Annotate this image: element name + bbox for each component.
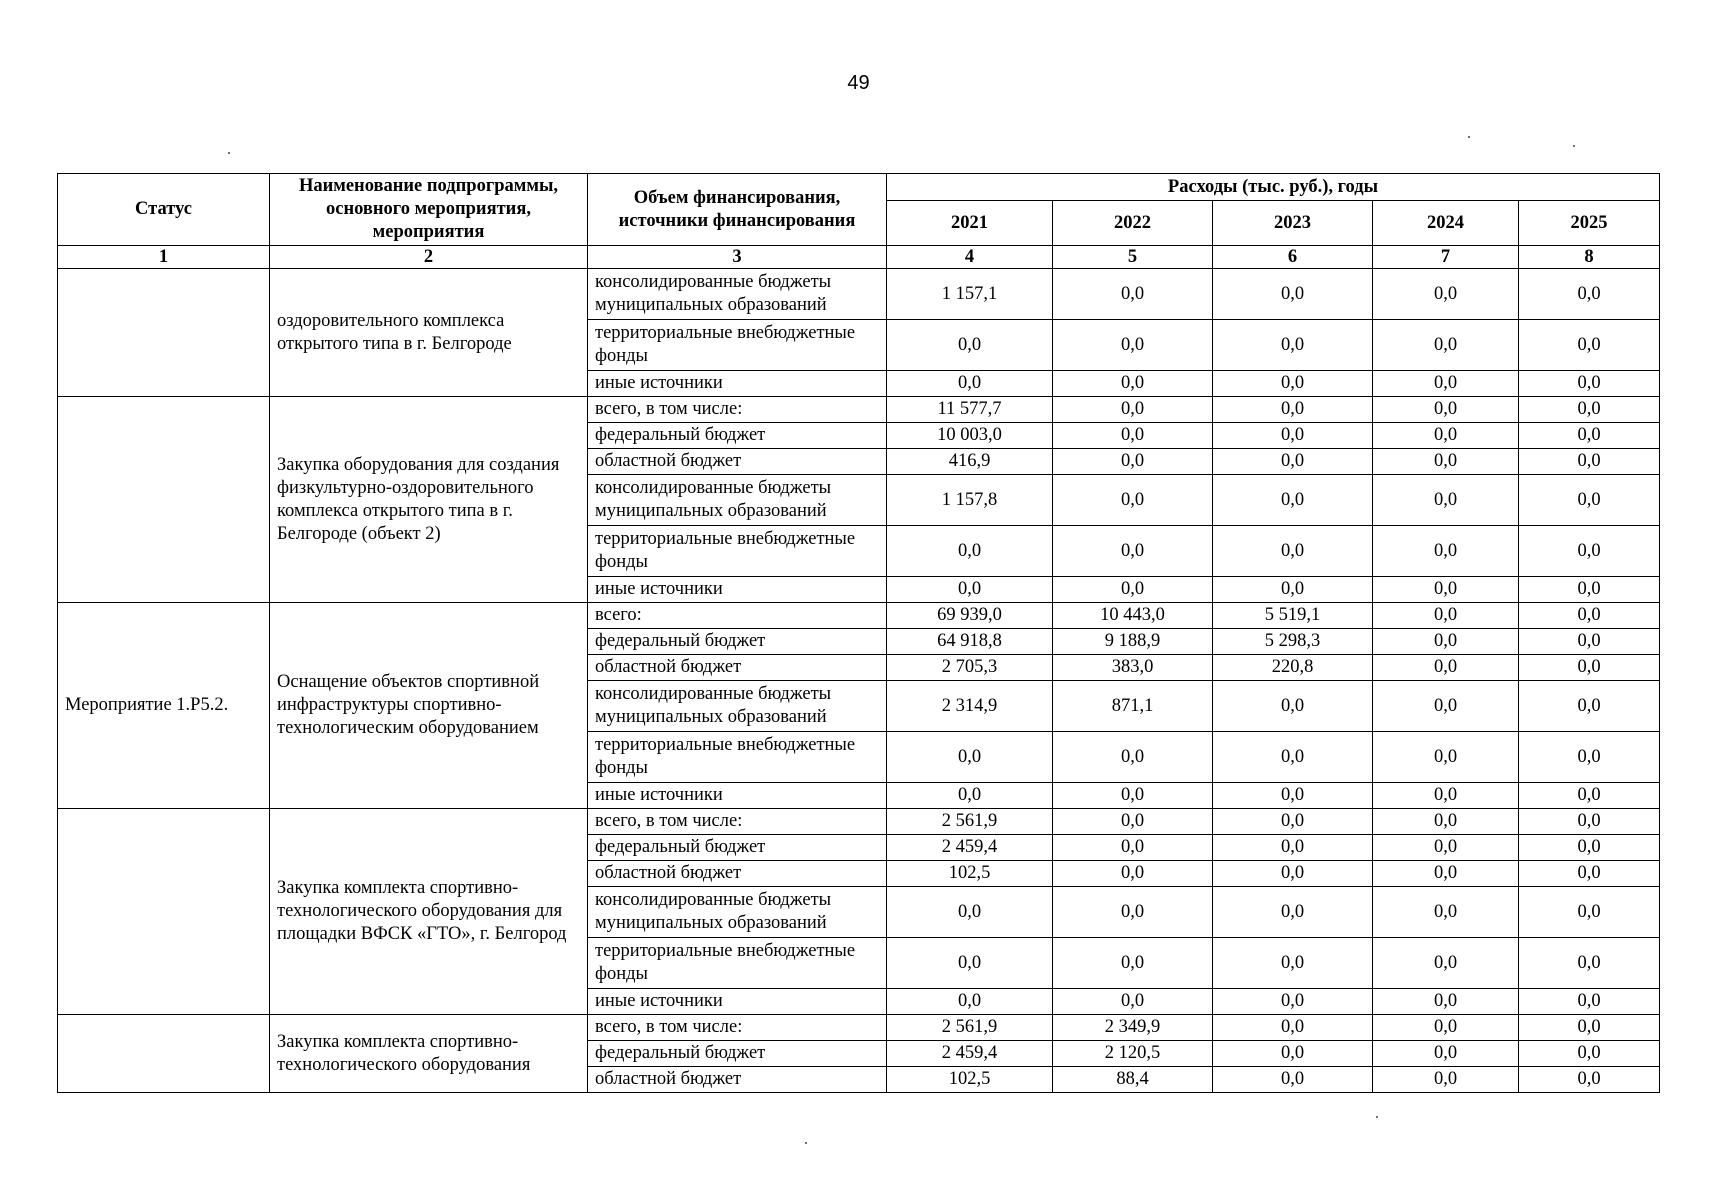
measure-name-cell: Закупка комплекта спортивно-технологического оборудования для площадки ВФСК «ГТО», г. Белгород (270, 809, 588, 1015)
amount-cell-2021: 102,5 (887, 1067, 1053, 1093)
funding-source-cell: консолидированные бюджеты муниципальных образований (588, 887, 887, 938)
measure-name-cell: Оснащение объектов спортивной инфраструктуры спортивно-технологическим оборудованием (270, 603, 588, 809)
amount-cell-2025: 0,0 (1519, 989, 1660, 1015)
amount-cell-2025: 0,0 (1519, 1015, 1660, 1041)
amount-cell-2023: 0,0 (1213, 783, 1373, 809)
status-cell (58, 1015, 270, 1093)
amount-cell-2022: 0,0 (1053, 835, 1213, 861)
amount-cell-2022: 0,0 (1053, 526, 1213, 577)
amount-cell-2023: 5 519,1 (1213, 603, 1373, 629)
amount-cell-2021: 0,0 (887, 577, 1053, 603)
amount-cell-2024: 0,0 (1373, 526, 1519, 577)
scan-speck (228, 152, 230, 154)
funding-source-cell: федеральный бюджет (588, 423, 887, 449)
scan-speck (805, 1142, 807, 1144)
amount-cell-2022: 0,0 (1053, 371, 1213, 397)
amount-cell-2023: 0,0 (1213, 526, 1373, 577)
amount-cell-2025: 0,0 (1519, 397, 1660, 423)
funding-source-cell: федеральный бюджет (588, 629, 887, 655)
amount-cell-2021: 2 561,9 (887, 1015, 1053, 1041)
amount-cell-2023: 0,0 (1213, 732, 1373, 783)
amount-cell-2022: 0,0 (1053, 809, 1213, 835)
table-row (58, 603, 1660, 629)
amount-cell-2022: 0,0 (1053, 423, 1213, 449)
amount-cell-2025: 0,0 (1519, 603, 1660, 629)
table-header (58, 174, 1660, 269)
amount-cell-2021: 11 577,7 (887, 397, 1053, 423)
amount-cell-2022: 0,0 (1053, 577, 1213, 603)
amount-cell-2023: 0,0 (1213, 861, 1373, 887)
amount-cell-2023: 0,0 (1213, 397, 1373, 423)
column-number: 4 (887, 246, 1053, 269)
table-row (58, 1015, 1660, 1041)
amount-cell-2024: 0,0 (1373, 989, 1519, 1015)
funding-source-cell: всего, в том числе: (588, 397, 887, 423)
amount-cell-2024: 0,0 (1373, 320, 1519, 371)
funding-source-cell: территориальные внебюджетные фонды (588, 732, 887, 783)
amount-cell-2022: 0,0 (1053, 397, 1213, 423)
amount-cell-2025: 0,0 (1519, 835, 1660, 861)
amount-cell-2021: 64 918,8 (887, 629, 1053, 655)
status-cell (58, 397, 270, 603)
header-financing: Объем финансирования, источники финансирования (588, 174, 887, 246)
amount-cell-2023: 0,0 (1213, 449, 1373, 475)
amount-cell-2025: 0,0 (1519, 423, 1660, 449)
amount-cell-2021: 1 157,8 (887, 475, 1053, 526)
amount-cell-2024: 0,0 (1373, 629, 1519, 655)
amount-cell-2024: 0,0 (1373, 603, 1519, 629)
budget-table (57, 173, 1660, 1093)
status-cell: Мероприятие 1.Р5.2. (58, 603, 270, 809)
column-numbers-row (58, 246, 1660, 269)
funding-source-cell: иные источники (588, 371, 887, 397)
amount-cell-2025: 0,0 (1519, 783, 1660, 809)
funding-source-cell: иные источники (588, 577, 887, 603)
amount-cell-2021: 0,0 (887, 989, 1053, 1015)
header-year: 2022 (1053, 201, 1213, 246)
funding-source-cell: областной бюджет (588, 655, 887, 681)
amount-cell-2022: 0,0 (1053, 938, 1213, 989)
amount-cell-2023: 0,0 (1213, 938, 1373, 989)
amount-cell-2024: 0,0 (1373, 269, 1519, 320)
amount-cell-2025: 0,0 (1519, 887, 1660, 938)
amount-cell-2024: 0,0 (1373, 371, 1519, 397)
amount-cell-2022: 383,0 (1053, 655, 1213, 681)
table-row (58, 809, 1660, 835)
amount-cell-2022: 0,0 (1053, 269, 1213, 320)
column-number: 1 (58, 246, 270, 269)
funding-source-cell: территориальные внебюджетные фонды (588, 320, 887, 371)
amount-cell-2023: 0,0 (1213, 269, 1373, 320)
amount-cell-2022: 9 188,9 (1053, 629, 1213, 655)
amount-cell-2022: 0,0 (1053, 320, 1213, 371)
column-number: 8 (1519, 246, 1660, 269)
amount-cell-2022: 0,0 (1053, 989, 1213, 1015)
amount-cell-2025: 0,0 (1519, 449, 1660, 475)
status-cell (58, 809, 270, 1015)
amount-cell-2024: 0,0 (1373, 887, 1519, 938)
scan-speck (1376, 1116, 1378, 1118)
amount-cell-2021: 102,5 (887, 861, 1053, 887)
table-row (58, 397, 1660, 423)
header-expenses: Расходы (тыс. руб.), годы (887, 174, 1660, 201)
amount-cell-2025: 0,0 (1519, 577, 1660, 603)
amount-cell-2021: 0,0 (887, 320, 1053, 371)
funding-source-cell: иные источники (588, 783, 887, 809)
amount-cell-2023: 220,8 (1213, 655, 1373, 681)
amount-cell-2025: 0,0 (1519, 809, 1660, 835)
amount-cell-2021: 2 459,4 (887, 1041, 1053, 1067)
page-number: 49 (847, 72, 870, 94)
amount-cell-2023: 0,0 (1213, 681, 1373, 732)
amount-cell-2023: 0,0 (1213, 1067, 1373, 1093)
amount-cell-2023: 0,0 (1213, 475, 1373, 526)
amount-cell-2023: 0,0 (1213, 835, 1373, 861)
amount-cell-2024: 0,0 (1373, 809, 1519, 835)
amount-cell-2021: 1 157,1 (887, 269, 1053, 320)
amount-cell-2021: 416,9 (887, 449, 1053, 475)
amount-cell-2025: 0,0 (1519, 371, 1660, 397)
amount-cell-2024: 0,0 (1373, 861, 1519, 887)
amount-cell-2023: 0,0 (1213, 1015, 1373, 1041)
amount-cell-2021: 2 705,3 (887, 655, 1053, 681)
header-name: Наименование подпрограммы, основного мероприятия, мероприятия (270, 174, 588, 246)
amount-cell-2025: 0,0 (1519, 1041, 1660, 1067)
column-number: 6 (1213, 246, 1373, 269)
amount-cell-2021: 0,0 (887, 526, 1053, 577)
funding-source-cell: областной бюджет (588, 861, 887, 887)
table-row (58, 269, 1660, 320)
amount-cell-2024: 0,0 (1373, 1015, 1519, 1041)
amount-cell-2021: 0,0 (887, 732, 1053, 783)
amount-cell-2021: 2 561,9 (887, 809, 1053, 835)
amount-cell-2021: 10 003,0 (887, 423, 1053, 449)
measure-name-cell: оздоровительного комплекса открытого типа в г. Белгороде (270, 269, 588, 397)
column-number: 2 (270, 246, 588, 269)
amount-cell-2024: 0,0 (1373, 783, 1519, 809)
funding-source-cell: областной бюджет (588, 1067, 887, 1093)
amount-cell-2021: 69 939,0 (887, 603, 1053, 629)
amount-cell-2024: 0,0 (1373, 835, 1519, 861)
amount-cell-2025: 0,0 (1519, 681, 1660, 732)
amount-cell-2023: 0,0 (1213, 320, 1373, 371)
amount-cell-2024: 0,0 (1373, 938, 1519, 989)
amount-cell-2022: 871,1 (1053, 681, 1213, 732)
scan-speck (1573, 145, 1575, 147)
amount-cell-2023: 0,0 (1213, 809, 1373, 835)
amount-cell-2023: 0,0 (1213, 423, 1373, 449)
amount-cell-2025: 0,0 (1519, 526, 1660, 577)
funding-source-cell: консолидированные бюджеты муниципальных образований (588, 269, 887, 320)
amount-cell-2025: 0,0 (1519, 475, 1660, 526)
amount-cell-2021: 0,0 (887, 783, 1053, 809)
funding-source-cell: территориальные внебюджетные фонды (588, 938, 887, 989)
amount-cell-2023: 0,0 (1213, 371, 1373, 397)
measure-name-cell: Закупка комплекта спортивно-технологического оборудования (270, 1015, 588, 1093)
amount-cell-2022: 0,0 (1053, 887, 1213, 938)
funding-source-cell: всего, в том числе: (588, 1015, 887, 1041)
amount-cell-2024: 0,0 (1373, 655, 1519, 681)
column-number: 5 (1053, 246, 1213, 269)
amount-cell-2025: 0,0 (1519, 629, 1660, 655)
funding-source-cell: территориальные внебюджетные фонды (588, 526, 887, 577)
amount-cell-2024: 0,0 (1373, 397, 1519, 423)
amount-cell-2022: 0,0 (1053, 732, 1213, 783)
amount-cell-2024: 0,0 (1373, 449, 1519, 475)
amount-cell-2022: 0,0 (1053, 475, 1213, 526)
amount-cell-2024: 0,0 (1373, 1067, 1519, 1093)
funding-source-cell: всего, в том числе: (588, 809, 887, 835)
header-year: 2025 (1519, 201, 1660, 246)
funding-source-cell: федеральный бюджет (588, 1041, 887, 1067)
amount-cell-2023: 5 298,3 (1213, 629, 1373, 655)
amount-cell-2024: 0,0 (1373, 1041, 1519, 1067)
amount-cell-2022: 0,0 (1053, 783, 1213, 809)
amount-cell-2021: 0,0 (887, 887, 1053, 938)
amount-cell-2025: 0,0 (1519, 320, 1660, 371)
funding-source-cell: иные источники (588, 989, 887, 1015)
amount-cell-2022: 2 120,5 (1053, 1041, 1213, 1067)
amount-cell-2023: 0,0 (1213, 989, 1373, 1015)
amount-cell-2022: 0,0 (1053, 861, 1213, 887)
funding-source-cell: консолидированные бюджеты муниципальных образований (588, 475, 887, 526)
funding-source-cell: всего: (588, 603, 887, 629)
amount-cell-2021: 2 314,9 (887, 681, 1053, 732)
amount-cell-2023: 0,0 (1213, 1041, 1373, 1067)
column-number: 7 (1373, 246, 1519, 269)
amount-cell-2025: 0,0 (1519, 269, 1660, 320)
header-year: 2023 (1213, 201, 1373, 246)
header-status: Статус (58, 174, 270, 246)
funding-source-cell: федеральный бюджет (588, 835, 887, 861)
amount-cell-2025: 0,0 (1519, 938, 1660, 989)
column-number: 3 (588, 246, 887, 269)
amount-cell-2022: 0,0 (1053, 449, 1213, 475)
header-year: 2024 (1373, 201, 1519, 246)
status-cell (58, 269, 270, 397)
measure-name-cell: Закупка оборудования для создания физкультурно-оздоровительного комплекса открытого типа в г. Белгороде (объект 2) (270, 397, 588, 603)
amount-cell-2021: 2 459,4 (887, 835, 1053, 861)
amount-cell-2025: 0,0 (1519, 1067, 1660, 1093)
amount-cell-2022: 88,4 (1053, 1067, 1213, 1093)
amount-cell-2021: 0,0 (887, 938, 1053, 989)
funding-source-cell: консолидированные бюджеты муниципальных образований (588, 681, 887, 732)
amount-cell-2023: 0,0 (1213, 577, 1373, 603)
amount-cell-2025: 0,0 (1519, 861, 1660, 887)
amount-cell-2023: 0,0 (1213, 887, 1373, 938)
amount-cell-2024: 0,0 (1373, 732, 1519, 783)
scan-speck (1468, 136, 1470, 138)
header-year: 2021 (887, 201, 1053, 246)
amount-cell-2025: 0,0 (1519, 655, 1660, 681)
amount-cell-2024: 0,0 (1373, 475, 1519, 526)
amount-cell-2024: 0,0 (1373, 423, 1519, 449)
amount-cell-2022: 10 443,0 (1053, 603, 1213, 629)
amount-cell-2025: 0,0 (1519, 732, 1660, 783)
funding-source-cell: областной бюджет (588, 449, 887, 475)
amount-cell-2024: 0,0 (1373, 681, 1519, 732)
table-body (58, 269, 1660, 1093)
amount-cell-2021: 0,0 (887, 371, 1053, 397)
amount-cell-2024: 0,0 (1373, 577, 1519, 603)
amount-cell-2022: 2 349,9 (1053, 1015, 1213, 1041)
